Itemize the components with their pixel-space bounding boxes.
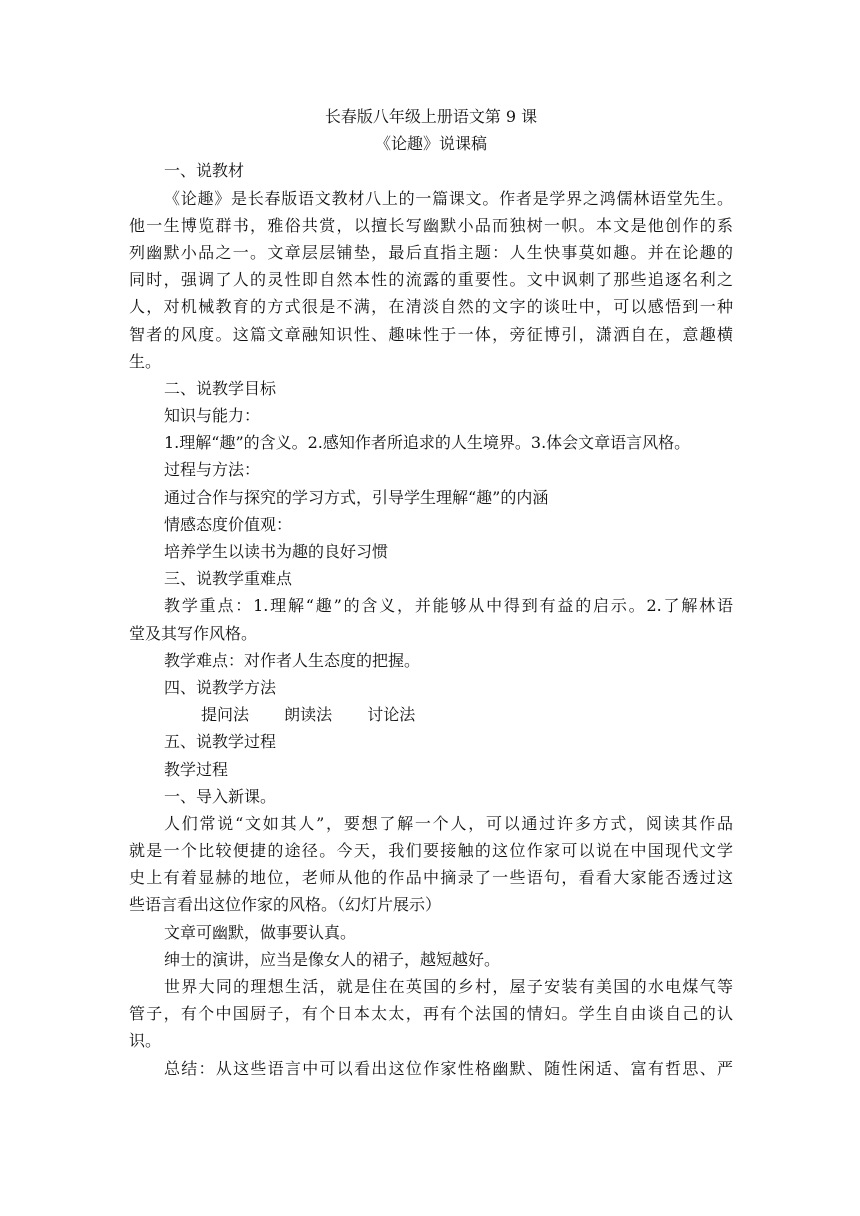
section-heading: 四、说教学方法 (164, 677, 277, 697)
section-heading: 一、说教材 (164, 161, 245, 181)
paragraph-line: 些语言看出这位作家的风格。（幻灯片展示） (129, 895, 442, 915)
paragraph-line: 人，对机械教育的方式很是不满，在清淡自然的文字的谈吐中，可以感悟到一种 (129, 297, 733, 317)
paragraph-line: 教学重点：1.理解“趣”的含义，并能够从中得到有益的启示。2.了解林语 (164, 596, 733, 616)
paragraph-line: 就是一个比较便捷的途径。今天，我们要接触的这位作家可以说在中国现代文学 (129, 841, 733, 861)
goal-text: 通过合作与探究的学习方式，引导学生理解“趣”的内涵 (164, 487, 549, 507)
paragraph-line: 世界大同的理想生活，就是住在英国的乡村，屋子安装有美国的水电煤气等 (164, 977, 733, 996)
method-item: 讨论法 (367, 705, 416, 725)
document-subtitle: 《论趣》说课稿 (374, 134, 487, 154)
section-heading: 五、说教学过程 (164, 732, 277, 752)
section-heading: 二、说教学目标 (164, 378, 277, 398)
paragraph-line: 《论趣》是长春版语文教材八上的一篇课文。作者是学界之鸿儒林语堂先生。 (164, 188, 733, 208)
subsection-title: 一、导入新课。 (164, 786, 277, 806)
paragraph-line: 智者的风度。这篇文章融知识性、趣味性于一体，旁征博引，潇洒自在，意趣横 (129, 324, 733, 344)
quote-line: 文章可幽默，做事要认真。 (164, 922, 357, 942)
method-item: 朗读法 (284, 705, 333, 725)
goal-text: 培养学生以读书为趣的良好习惯 (164, 542, 389, 561)
methods-list (129, 701, 733, 728)
paragraph-line: 教学难点：对作者人生态度的把握。 (164, 650, 421, 670)
paragraph-line: 堂及其写作风格。 (129, 623, 258, 643)
paragraph-line: 列幽默小品之一。文章层层铺垫，最后直指主题：人生快事莫如趣。并在论趣的 (129, 242, 733, 262)
paragraph-line: 史上有着显赫的地位，老师从他的作品中摘录了一些语句，看看大家能否透过这 (129, 868, 733, 888)
goal-label: 知识与能力： (164, 406, 261, 426)
document-page (129, 103, 733, 1082)
paragraph-line: 识。 (129, 1031, 162, 1051)
method-item: 提问法 (201, 705, 250, 725)
goal-text: 1.理解“趣”的含义。2.感知作者所追求的人生境界。3.体会文章语言风格。 (164, 433, 691, 453)
section-heading: 三、说教学重难点 (164, 569, 293, 589)
paragraph-line: 他一生博览群书，雅俗共赏，以擅长写幽默小品而独树一帜。本文是他创作的系 (129, 215, 733, 235)
goal-label: 情感态度价值观： (164, 514, 293, 534)
paragraph-line: 同时，强调了人的灵性即自然本性的流露的重要性。文中讽刺了那些追逐名利之 (129, 270, 733, 290)
paragraph-line: 管子，有个中国厨子，有个日本太太，再有个法国的情妇。学生自由谈自己的认 (129, 1004, 733, 1024)
document-title: 长春版八年级上册语文第 9 课 (324, 107, 538, 126)
paragraph-line: 生。 (129, 351, 162, 371)
paragraph-line: 人们常说“文如其人”，要想了解一个人，可以通过许多方式，阅读其作品 (164, 813, 733, 833)
quote-line: 绅士的演讲，应当是像女人的裙子，越短越好。 (164, 949, 501, 969)
goal-label: 过程与方法： (164, 460, 261, 480)
subsection-title: 教学过程 (164, 759, 229, 779)
paragraph-line: 总结：从这些语言中可以看出这位作家性格幽默、随性闲适、富有哲思、严 (164, 1058, 733, 1078)
